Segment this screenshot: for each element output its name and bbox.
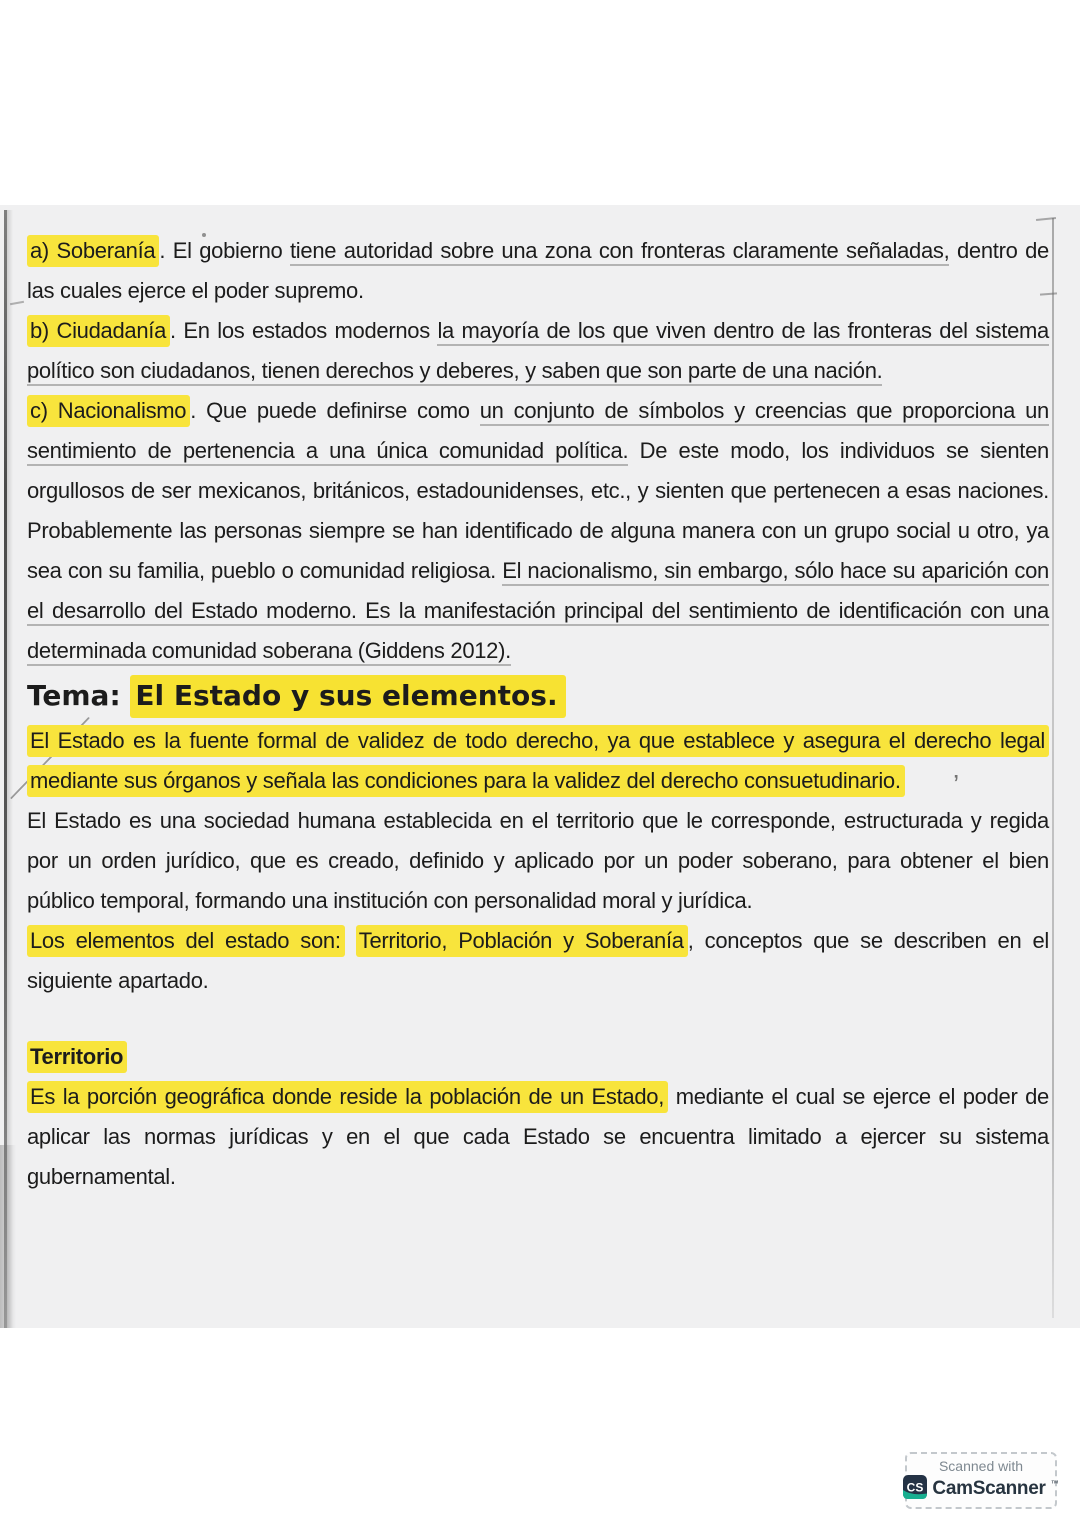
pencil-underlined-text: un conjunto de símbolos y creencias que proporciona un sentimiento de pertenencia a una única comunidad política. xyxy=(27,398,1049,466)
document-body xyxy=(27,231,1049,1197)
text-segment xyxy=(345,928,356,953)
pencil-underlined-text: El nacionalismo, sin embargo, sólo hace su aparición con el desarrollo del Estado moderno. Es la manifestación principal del sentimiento de identificación con una determinada comunidad soberana (Giddens 2012). xyxy=(27,558,1049,666)
paragraph-nacionalismo xyxy=(27,391,1049,671)
svg-text:CS: CS xyxy=(907,1480,924,1494)
pencil-underlined-text: tiene autoridad sobre una zona con fronteras claramente señaladas, xyxy=(290,238,949,266)
paragraph-soberania xyxy=(27,231,1049,311)
badge-scanned-with-text: Scanned with xyxy=(938,1457,1024,1474)
page-left-edge-smudge xyxy=(0,1145,16,1328)
badge-trademark: ™ xyxy=(1050,1478,1059,1488)
territorio-heading xyxy=(27,1037,1049,1077)
page-right-edge-line xyxy=(1052,218,1054,1318)
camscanner-logo-icon xyxy=(903,1475,927,1504)
pencil-comma-mark: ’ xyxy=(953,769,960,800)
text-segment: dentro de las cuales ejerce el poder supremo. xyxy=(27,238,1049,303)
highlighted-definition: El Estado es la fuente formal de validez de todo derecho, ya que establece y asegura el derecho legal mediante sus órganos y señala las condiciones para la validez del derecho consuetudinario. xyxy=(27,725,1049,797)
text-segment: , conceptos que se describen en el siguiente apartado. xyxy=(27,928,1049,993)
scanned-page xyxy=(0,205,1080,1328)
section-title-territorio: Territorio xyxy=(27,1041,127,1073)
tema-heading xyxy=(27,671,1049,721)
text-segment: El Estado es una sociedad humana establecida en el territorio que le corresponde, estructurada y regida por un orden jurídico, que es creado, definido y aplicado por un poder soberano, para obtener el bien público temporal, formando una institución con personalidad moral y jurídica. xyxy=(27,808,1049,913)
text-segment: . Que puede definirse como xyxy=(190,398,480,423)
paragraph-estado-definicion-1 xyxy=(27,721,1049,801)
text-segment: . El gobierno xyxy=(159,238,290,263)
pencil-underlined-text: la mayoría de los que viven dentro de las fronteras del sistema político son ciudadanos, tienen derechos y deberes, y saben que son parte de una nación. xyxy=(27,318,1049,386)
tema-label: Tema: xyxy=(27,679,131,712)
text-segment: . En los estados modernos xyxy=(170,318,438,343)
paragraph-estado-definicion-2 xyxy=(27,801,1049,921)
highlighted-phrase: Los elementos del estado son: xyxy=(27,925,345,957)
badge-brand-text: CamScanner xyxy=(932,1478,1046,1499)
highlighted-term-nacionalismo: c) Nacionalismo xyxy=(27,395,190,427)
paragraph-ciudadania xyxy=(27,311,1049,391)
badge-brand-row xyxy=(903,1475,1058,1504)
highlighted-term-soberania: a) Soberanía xyxy=(27,235,159,267)
highlighted-elements-list: Territorio, Población y Soberanía xyxy=(356,925,688,957)
highlighted-definition: Es la porción geográfica donde reside la población de un Estado, xyxy=(27,1081,668,1113)
text-segment: De este modo, los individuos se sienten orgullosos de ser mexicanos, británicos, estadounidenses, etc., y sienten que pertenecen a esas naciones. Probablemente las personas siempre se han identificado de alguna manera con un grupo social u otro, ya sea con su familia, pueblo o comunidad religiosa. xyxy=(27,438,1049,583)
highlighted-term-ciudadania: b) Ciudadanía xyxy=(27,315,170,347)
tema-title-highlighted: El Estado y sus elementos. xyxy=(130,675,565,718)
paragraph-elementos xyxy=(27,921,1049,1001)
camscanner-badge[interactable] xyxy=(905,1452,1057,1509)
paragraph-territorio xyxy=(27,1077,1049,1197)
text-segment: mediante el cual se ejerce el poder de aplicar las normas jurídicas y en el que cada Estado se encuentra limitado a ejercer su sistema gubernamental. xyxy=(27,1084,1049,1189)
